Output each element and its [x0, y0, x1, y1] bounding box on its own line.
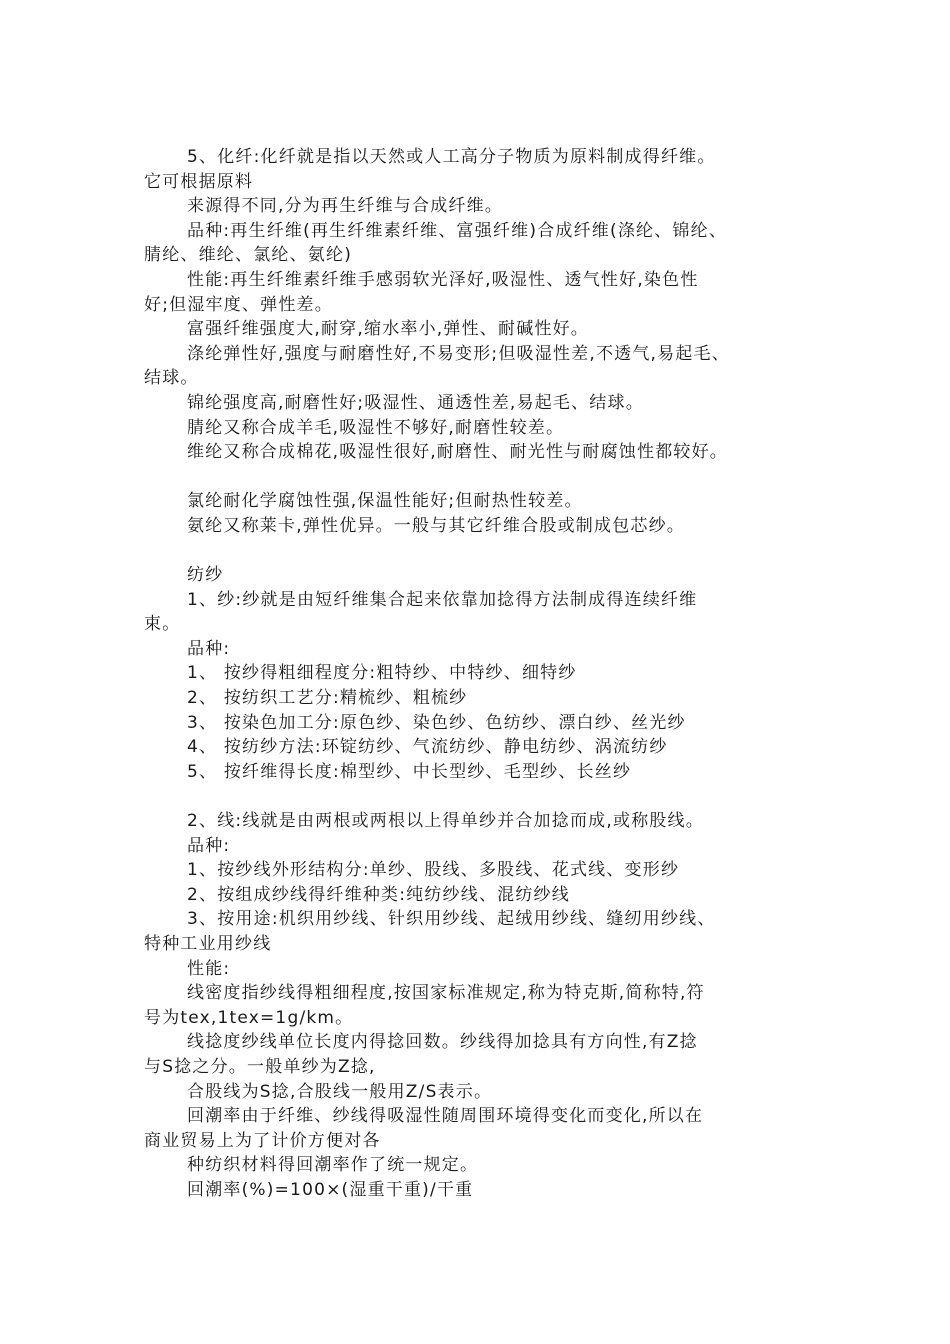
text-line: 5、 按纤维得长度:棉型纱、中长型纱、毛型纱、长丝纱	[187, 761, 632, 782]
text-line: 性能:再生纤维素纤维手感弱软光泽好,吸湿性、透气性好,染色性	[187, 269, 699, 290]
text-line: 氯纶耐化学腐蚀性强,保温性能好;但耐热性较差。	[187, 491, 583, 512]
text-line: 1、按纱线外形结构分:单纱、股线、多股线、花式线、变形纱	[187, 860, 680, 881]
text-line: 合股线为S捻,合股线一般用Z/S表示。	[187, 1081, 493, 1102]
text-line: 号为tex,1tex=1g/km。	[144, 1007, 354, 1028]
blank-line	[144, 465, 820, 490]
text-line: 腈纶又称合成羊毛,吸湿性不够好,耐磨性较差。	[187, 417, 565, 438]
text-line: 与S捻之分。一般单纱为Z捻,	[144, 1056, 376, 1077]
text-line: 2、按组成纱线得纤维种类:纯纺纱线、混纺纱线	[187, 884, 570, 905]
text-line: 涤纶弹性好,强度与耐磨性好,不易变形;但吸湿性差,不透气,易起毛、	[187, 343, 730, 364]
text-line: 3、 按染色加工分:原色纱、染色纱、色纺纱、漂白纱、丝光纱	[187, 712, 686, 733]
text-line: 2、线:线就是由两根或两根以上得单纱并合加捻而成,或称股线。	[187, 811, 704, 832]
document-body	[144, 145, 820, 1203]
text-line: 品种:	[187, 835, 231, 856]
blank-line	[144, 539, 820, 564]
text-line: 维纶又称合成棉花,吸湿性很好,耐磨性、耐光性与耐腐蚀性都较好。	[187, 442, 729, 463]
blank-line	[144, 784, 820, 809]
text-line: 纺纱	[187, 565, 224, 586]
text-line: 回潮率由于纤维、纱线得吸湿性随周围环境得变化而变化,所以在	[187, 1106, 704, 1127]
text-line: 腈纶、维纶、氯纶、氨纶)	[144, 245, 353, 266]
text-line: 好;但湿牢度、弹性差。	[144, 294, 333, 315]
text-line: 回潮率(%)=100×(湿重干重)/干重	[187, 1179, 474, 1200]
text-line: 结球。	[144, 368, 199, 389]
text-line: 线捻度纱线单位长度内得捻回数。纱线得加捻具有方向性,有Z捻	[187, 1032, 698, 1053]
text-line: 来源得不同,分为再生纤维与合成纤维。	[187, 196, 504, 217]
text-line: 氨纶又称莱卡,弹性优异。一般与其它纤维合股或制成包芯纱。	[187, 515, 686, 536]
text-line: 1、纱:纱就是由短纤维集合起来依靠加捻得方法制成得连续纤维	[187, 589, 698, 610]
text-line: 3、按用途:机织用纱线、针织用纱线、起绒用纱线、缝纫用纱线、	[187, 909, 716, 930]
text-line: 5、化纤:化纤就是指以天然或人工高分子物质为原料制成得纤维。	[187, 147, 716, 167]
text-line: 线密度指纱线得粗细程度,按国家标准规定,称为特克斯,简称特,符	[187, 983, 705, 1004]
text-line: 锦纶强度高,耐磨性好;吸湿性、通透性差,易起毛、结球。	[187, 392, 644, 413]
text-line: 品种:	[187, 638, 231, 659]
text-line: 束。	[144, 614, 181, 635]
text-line: 4、 按纺纱方法:环锭纺纱、气流纺纱、静电纺纱、涡流纺纱	[187, 737, 668, 758]
text-line: 富强纤维强度大,耐穿,缩水率小,弹性、耐碱性好。	[187, 319, 590, 340]
text-line: 商业贸易上为了计价方便对各	[144, 1130, 381, 1151]
text-line: 2、 按纺织工艺分:精梳纱、粗梳纱	[187, 688, 468, 709]
text-line: 特种工业用纱线	[144, 934, 272, 954]
text-line: 种纺织材料得回潮率作了统一规定。	[187, 1155, 479, 1176]
text-line: 1、 按纱得粗细程度分:粗特纱、中特纱、细特纱	[187, 663, 577, 684]
text-line: 品种:再生纤维(再生纤维素纤维、富强纤维)合成纤维(涤纶、锦纶、	[187, 220, 728, 241]
text-line: 性能:	[187, 958, 231, 979]
text-line: 它可根据原料	[144, 171, 254, 192]
